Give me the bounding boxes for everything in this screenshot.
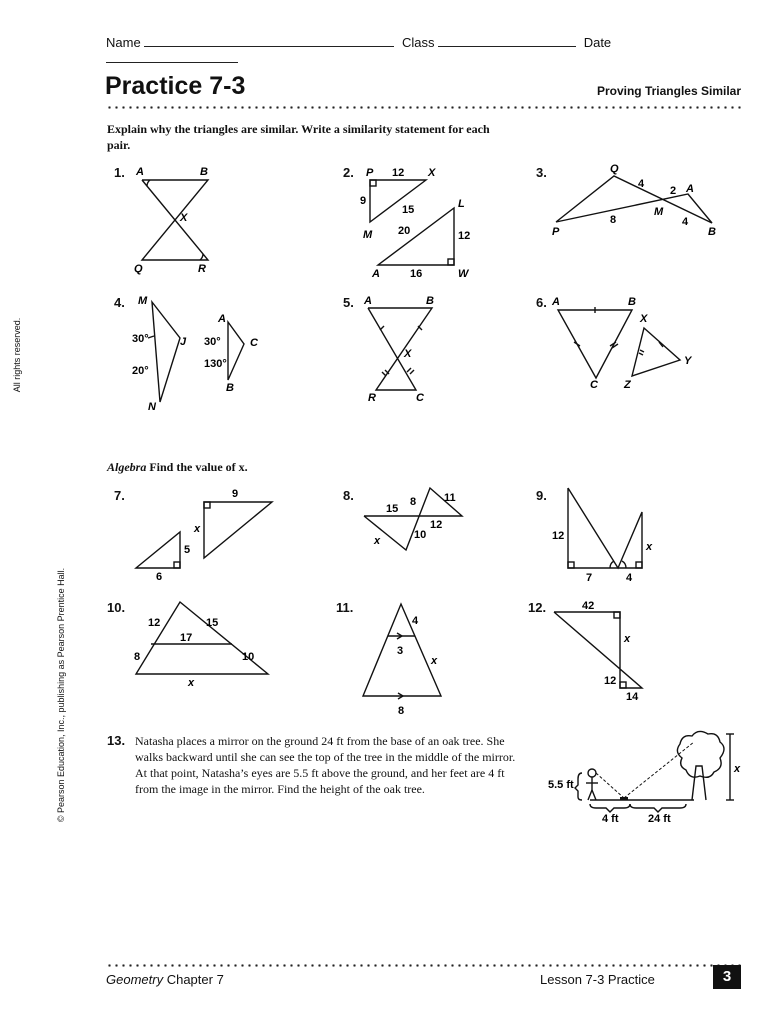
p12-v42: 42 bbox=[582, 600, 595, 612]
p1-A: A bbox=[136, 166, 144, 178]
p6-C: C bbox=[590, 379, 598, 391]
p13-v24: 24 ft bbox=[648, 813, 671, 824]
find-x-text: Find the value of x. bbox=[149, 460, 248, 474]
p1-Q: Q bbox=[134, 263, 143, 275]
p6-Z: Z bbox=[624, 379, 631, 391]
problem-7-number: 7. bbox=[114, 488, 125, 503]
problem-12-figure bbox=[548, 596, 658, 706]
p2-v15: 15 bbox=[402, 204, 415, 216]
p7-x: x bbox=[194, 523, 201, 535]
problem-10-number: 10. bbox=[107, 600, 126, 615]
footer-divider bbox=[106, 964, 742, 967]
p3-v4: 4 bbox=[638, 178, 645, 190]
p8-x: x bbox=[374, 535, 381, 547]
p4-C: C bbox=[250, 337, 258, 349]
p9-v4: 4 bbox=[626, 572, 633, 584]
p4-v130: 130° bbox=[204, 358, 227, 370]
p3-A: A bbox=[686, 183, 694, 195]
p11-x: x bbox=[431, 655, 438, 667]
section1-instructions: Explain why the triangles are similar. Write a similarity statement for each pair. bbox=[107, 122, 490, 152]
date-label: Date bbox=[583, 35, 612, 50]
problem-13-text: Natasha places a mirror on the ground 24 ft from the base of an oak tree. She walks backward until she can see the top of the tree in the middle of the mirror. At that point, Natasha’s eyes are 5.5 ft above the ground, and her feet are 4 ft from the image in the mirror. Find the height of the oak tree. bbox=[135, 734, 516, 796]
problem-3-figure bbox=[548, 160, 728, 245]
p2-M: M bbox=[363, 229, 373, 241]
p5-R: R bbox=[368, 392, 376, 404]
footer-chapter: Chapter 7 bbox=[166, 972, 224, 987]
problem-12-number: 12. bbox=[528, 600, 547, 615]
p3-B: B bbox=[708, 226, 716, 238]
class-label: Class bbox=[401, 35, 435, 50]
footer-book bbox=[106, 972, 224, 987]
p3-v2: 2 bbox=[670, 185, 677, 197]
name-field[interactable] bbox=[144, 34, 394, 47]
p10-v12: 12 bbox=[148, 617, 161, 629]
p10-x: x bbox=[188, 677, 195, 689]
p8-v10: 10 bbox=[414, 529, 427, 541]
p2-L: L bbox=[458, 198, 465, 210]
footer-page-number: 3 bbox=[713, 965, 741, 989]
p4-B: B bbox=[226, 382, 234, 394]
p12-v12: 12 bbox=[604, 675, 617, 687]
p4-J: J bbox=[180, 336, 187, 348]
p5-C: C bbox=[416, 392, 424, 404]
p12-x: x bbox=[624, 633, 631, 645]
p6-A: A bbox=[552, 296, 560, 308]
p3-M: M bbox=[654, 206, 664, 218]
p6-B: B bbox=[628, 296, 636, 308]
p11-v3: 3 bbox=[397, 645, 404, 657]
algebra-label: Algebra bbox=[107, 460, 147, 474]
p10-v10: 10 bbox=[242, 651, 255, 663]
p8-v11: 11 bbox=[444, 492, 456, 504]
p9-v12: 12 bbox=[552, 530, 565, 542]
problem-4-number: 4. bbox=[114, 295, 125, 310]
p7-v5: 5 bbox=[184, 544, 191, 556]
title-divider bbox=[106, 106, 742, 109]
p9-v7: 7 bbox=[586, 572, 593, 584]
p8-v15: 15 bbox=[386, 503, 399, 515]
problem-1-figure bbox=[128, 160, 228, 280]
problem-10-figure bbox=[128, 596, 278, 691]
problem-5-figure bbox=[358, 290, 448, 410]
p1-X: X bbox=[180, 212, 188, 224]
footer-book-title: Geometry bbox=[106, 972, 164, 987]
p10-v8: 8 bbox=[134, 651, 141, 663]
p2-v12b: 12 bbox=[458, 230, 471, 242]
p3-v4b: 4 bbox=[682, 216, 689, 228]
problem-11-figure bbox=[355, 596, 465, 718]
problem-7-figure bbox=[128, 484, 278, 584]
p2-X: X bbox=[428, 167, 436, 179]
problem-6-number: 6. bbox=[536, 295, 547, 310]
p2-v16: 16 bbox=[410, 268, 423, 280]
p11-v8: 8 bbox=[398, 705, 405, 717]
p9-x: x bbox=[646, 541, 653, 553]
date-field[interactable] bbox=[106, 50, 238, 63]
problem-5-number: 5. bbox=[343, 295, 354, 310]
p4-A: A bbox=[218, 313, 226, 325]
p10-v17: 17 bbox=[180, 632, 193, 644]
p5-B: B bbox=[426, 295, 434, 307]
p6-X: X bbox=[640, 313, 648, 325]
problem-6-figure bbox=[548, 290, 708, 400]
p3-v8: 8 bbox=[610, 214, 617, 226]
p2-W: W bbox=[458, 268, 469, 280]
p4-v30: 30° bbox=[132, 333, 149, 345]
p3-P: P bbox=[552, 226, 560, 238]
name-label: Name bbox=[106, 35, 141, 50]
p12-v14: 14 bbox=[626, 691, 639, 703]
p5-X: X bbox=[404, 348, 412, 360]
problem-11-number: 11. bbox=[336, 600, 354, 615]
p10-v15: 15 bbox=[206, 617, 219, 629]
header-fields bbox=[106, 34, 746, 66]
p13-v4: 4 ft bbox=[602, 813, 619, 824]
rights-text: All rights reserved. bbox=[12, 317, 22, 393]
p7-v6: 6 bbox=[156, 571, 163, 583]
p2-v12: 12 bbox=[392, 167, 405, 179]
copyright-text: © Pearson Education, Inc., publishing as Pearson Prentice Hall. bbox=[56, 567, 66, 823]
problem-9-figure bbox=[548, 484, 668, 589]
p2-A: A bbox=[372, 268, 380, 280]
p6-Y: Y bbox=[684, 355, 692, 367]
problem-2-figure bbox=[358, 160, 478, 285]
problem-8-figure bbox=[356, 484, 476, 559]
p7-v9: 9 bbox=[232, 488, 239, 500]
p3-Q: Q bbox=[610, 163, 619, 175]
problem-13-figure bbox=[544, 728, 744, 824]
problem-9-number: 9. bbox=[536, 488, 547, 503]
p4-N: N bbox=[148, 401, 156, 413]
p2-v20: 20 bbox=[398, 225, 411, 237]
p13-v55: 5.5 ft bbox=[548, 779, 574, 791]
problem-8-number: 8. bbox=[343, 488, 354, 503]
page-title: Practice 7-3 bbox=[105, 72, 246, 100]
p2-v9: 9 bbox=[360, 195, 367, 207]
problem-2-number: 2. bbox=[343, 165, 354, 180]
page-subtitle: Proving Triangles Similar bbox=[596, 84, 741, 98]
p4-v30b: 30° bbox=[204, 336, 221, 348]
p1-R: R bbox=[198, 263, 206, 275]
footer-lesson: Lesson 7-3 Practice bbox=[540, 972, 655, 987]
p13-x: x bbox=[734, 763, 741, 775]
p1-B: B bbox=[200, 166, 208, 178]
p5-A: A bbox=[364, 295, 372, 307]
p2-P: P bbox=[366, 167, 374, 179]
problem-3-number: 3. bbox=[536, 165, 547, 180]
problem-13-number: 13. bbox=[107, 733, 126, 748]
problem-1-number: 1. bbox=[114, 165, 125, 180]
p4-v20: 20° bbox=[132, 365, 149, 377]
p11-v4: 4 bbox=[412, 615, 419, 627]
class-field[interactable] bbox=[438, 34, 576, 47]
p8-v12: 12 bbox=[430, 519, 443, 531]
p8-v8: 8 bbox=[410, 496, 417, 508]
section2-instructions bbox=[107, 460, 248, 475]
problem-4-figure bbox=[128, 290, 268, 420]
p4-M: M bbox=[138, 295, 148, 307]
